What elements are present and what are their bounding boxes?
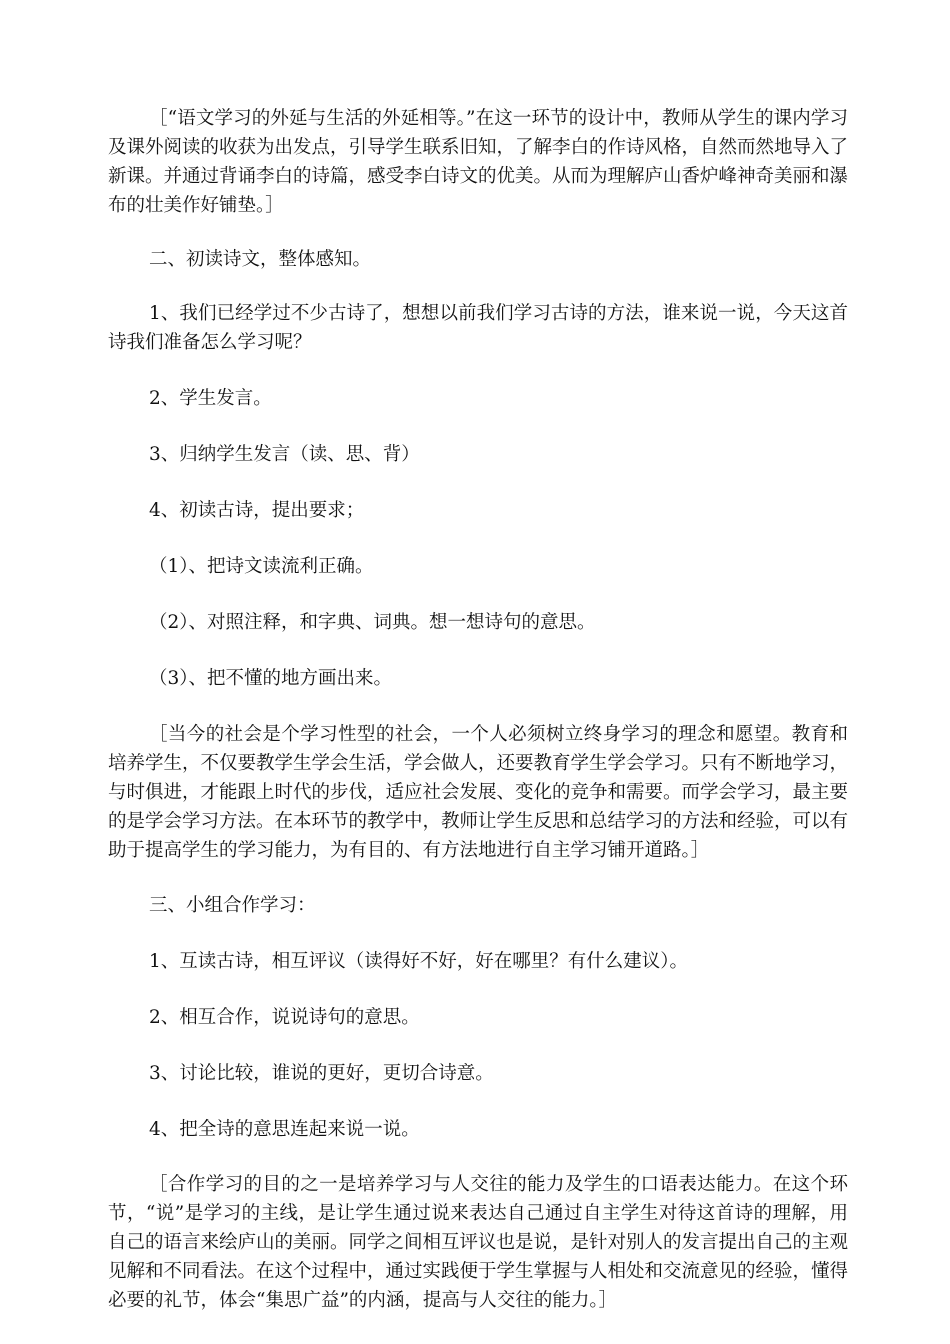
commentary-paragraph-2: ［当今的社会是个学习性型的社会，一个人必须树立终身学习的理念和愿望。教育和培养学生，不仅要教学生学会生活，学会做人，还要教育学生学会学习。只有不断地学习，与时俱进，才能跟上时代的步伐，适应社会发展、变化的竞争和需要。而学会学习，最主要的是学会学习方法。在本环节的教学中，教师让学生反思和总结学习的方法和经验，可以有助于提高学生的学习能力，为有目的、有方法地进行自主学习铺开道路。］ — [108, 724, 849, 861]
commentary-paragraph-3: ［合作学习的目的之一是培养学习与人交往的能力及学生的口语表达能力。在这个环节，“说”是学习的主线，是让学生通过说来表达自己通过自主学生对待这首诗的理解，用自己的语言来绘庐山的美丽。同学之间相互评议也是说，是针对别人的发言提出自己的主观见解和不同看法。在这个过程中，通过实践便于学生掌握与人相处和交流意见的经验，懂得必要的礼节，体会“集思广益”的内涵，提高与人交往的能力。］ — [108, 1174, 849, 1311]
list-item: 4、把全诗的意思连起来说一说。 — [149, 1119, 420, 1140]
list-item: 4、初读古诗，提出要求； — [149, 500, 365, 521]
list-item: 3、归纳学生发言（读、思、背） — [149, 444, 420, 465]
section-heading-3: 三、小组合作学习： — [149, 895, 316, 916]
sub-list-item: （3）、把不懂的地方画出来。 — [149, 668, 393, 689]
list-item: 1、互读古诗，相互评议（读得好不好，好在哪里？有什么建议）。 — [149, 951, 689, 972]
sub-list-item: （1）、把诗文读流利正确。 — [149, 556, 374, 577]
document-page — [108, 104, 848, 1315]
list-item: 1、我们已经学过不少古诗了，想想以前我们学习古诗的方法，谁来说一说，今天这首诗我们准备怎么学习呢？ — [108, 303, 848, 353]
sub-list-item: （2）、对照注释，和字典、词典。想一想诗句的意思。 — [149, 612, 596, 633]
list-item: 2、学生发言。 — [149, 388, 272, 409]
section-heading-2: 二、初读诗文，整体感知。 — [149, 249, 372, 270]
commentary-paragraph-1: ［“语文学习的外延与生活的外延相等。”在这一环节的设计中，教师从学生的课内学习及课外阅读的收获为出发点，引导学生联系旧知，了解李白的作诗风格，自然而然地导入了新课。并通过背诵李白的诗篇，感受李白诗文的优美。从而为理解庐山香炉峰神奇美丽和瀑布的壮美作好铺垫。］ — [108, 108, 849, 216]
list-item: 3、讨论比较，谁说的更好，更切合诗意。 — [149, 1063, 494, 1084]
list-item: 2、相互合作，说说诗句的意思。 — [149, 1007, 420, 1028]
